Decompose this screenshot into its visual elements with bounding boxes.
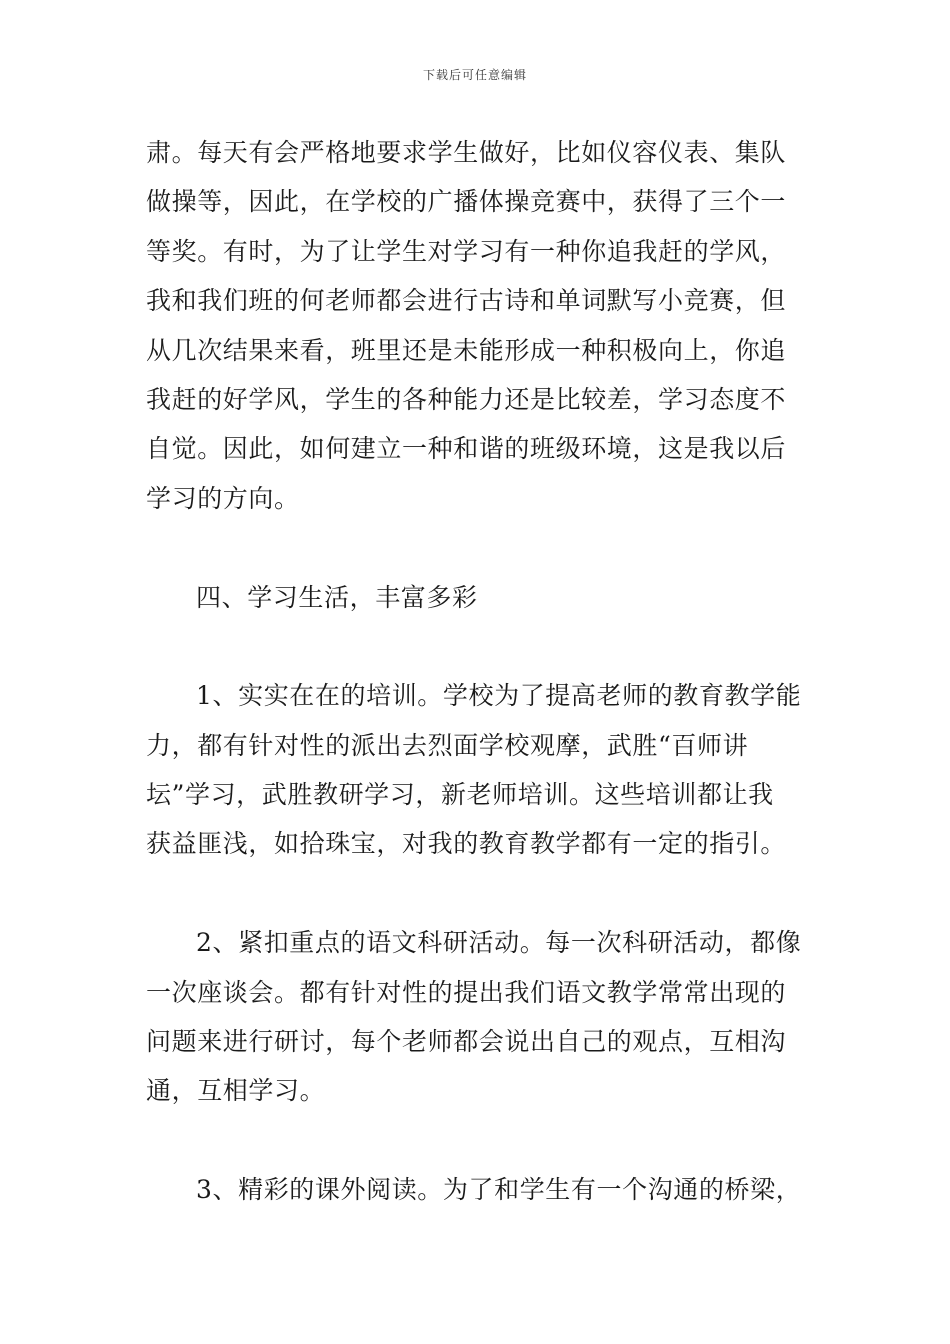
text-line: 1、实实在在的培训。学校为了提高老师的教育教学能 xyxy=(196,681,802,711)
text-line: 自觉。因此，如何建立一种和谐的班级环境，这是我以后 xyxy=(146,434,787,464)
text-line: 从几次结果来看，班里还是未能形成一种积极向上，你追 xyxy=(146,335,787,365)
document-body xyxy=(146,128,826,1215)
paragraph-gap xyxy=(146,622,826,671)
text-line: 学习的方向。 xyxy=(146,483,300,513)
text-line: 肃。每天有会严格地要求学生做好，比如仪容仪表、集队 xyxy=(146,138,787,167)
paragraph-gap xyxy=(146,523,826,572)
text-line: 一次座谈会。都有针对性的提出我们语文教学常常出现的 xyxy=(146,977,787,1007)
text-line: 力，都有针对性的派出去烈面学校观摩，武胜“百师讲 xyxy=(146,730,749,760)
text-line: 坛”学习，武胜教研学习，新老师培训。这些培训都让我 xyxy=(146,780,774,810)
text-line: 2、紧扣重点的语文科研活动。每一次科研活动，都像 xyxy=(196,928,802,958)
text-line: 我和我们班的何老师都会进行古诗和单词默写小竞赛，但 xyxy=(146,286,787,316)
text-line: 做操等，因此，在学校的广播体操竞赛中，获得了三个一 xyxy=(146,187,787,217)
text-line: 3、精彩的课外阅读。为了和学生有一个沟通的桥梁， xyxy=(196,1175,802,1205)
text-line: 问题来进行研讨，每个老师都会说出自己的观点，互相沟 xyxy=(146,1027,787,1057)
text-line: 我赶的好学风，学生的各种能力还是比较差，学习态度不 xyxy=(146,384,787,414)
text-line: 通，互相学习。 xyxy=(146,1076,326,1106)
text-line: 等奖。有时，为了让学生对学习有一种你追我赶的学风， xyxy=(146,236,787,266)
paragraph-gap xyxy=(146,1116,826,1165)
section-heading: 四、学习生活，丰富多彩 xyxy=(196,582,478,612)
paragraph-gap xyxy=(146,869,826,918)
page-header: 下载后可任意编辑 xyxy=(422,68,527,82)
text-line: 获益匪浅，如拾珠宝，对我的教育教学都有一定的指引。 xyxy=(146,829,787,859)
